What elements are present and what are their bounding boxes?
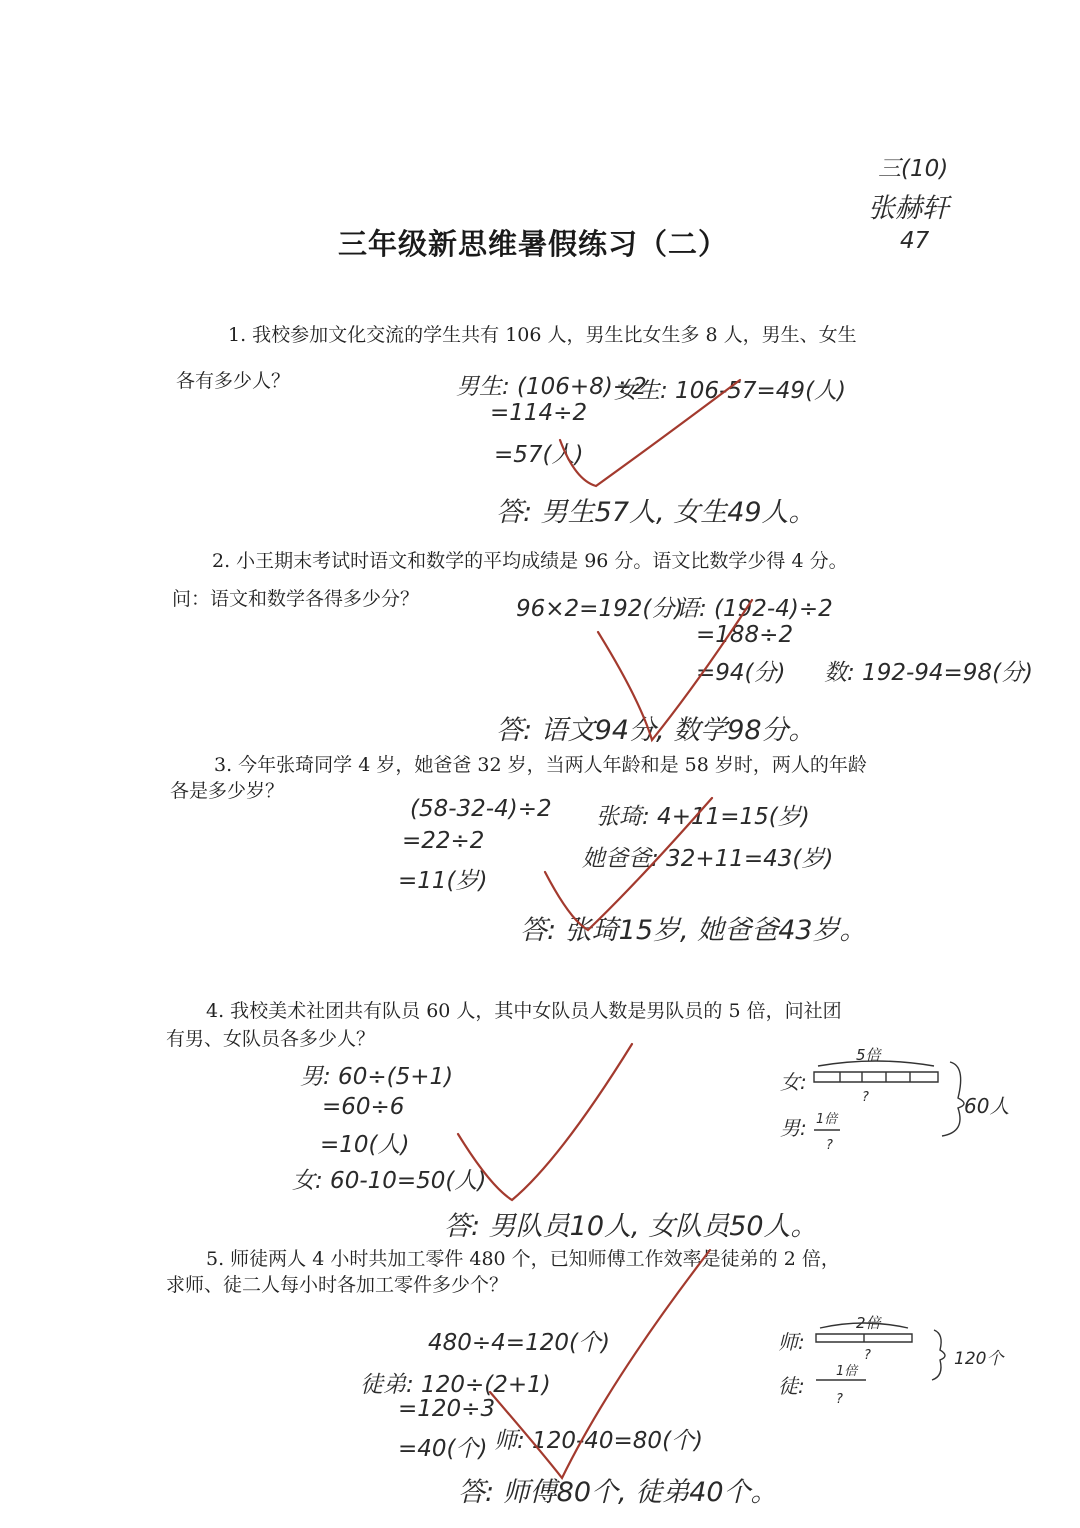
p4-diagram-row1: 女: bbox=[780, 1070, 807, 1094]
check-mark-1 bbox=[560, 380, 740, 486]
check-mark-3 bbox=[545, 798, 712, 930]
p4-diagram-row2: 男: bbox=[780, 1116, 807, 1140]
problem-4-question-line2: 有男、女队员各多少人？ bbox=[166, 1028, 376, 1050]
problem-1-work-2: =114÷2 bbox=[490, 400, 588, 426]
problem-3-question-line1: 3. 今年张琦同学 4 岁，她爸爸 32 岁，当两人年龄和是 58 岁时，两人的年龄 bbox=[214, 754, 867, 776]
check-mark-2 bbox=[598, 600, 752, 740]
problem-5-work-4: =40(个) bbox=[398, 1436, 488, 1462]
p5-diagram-row2-mark: 1倍 bbox=[836, 1364, 858, 1379]
problem-4-work-4: 女: 60-10=50(人) bbox=[292, 1168, 487, 1194]
problem-5-work-3: =120÷3 bbox=[398, 1396, 496, 1422]
check-mark-5 bbox=[490, 1250, 710, 1478]
problem-5-work-1: 480÷4=120(个) bbox=[428, 1330, 610, 1356]
score-note: 47 bbox=[900, 228, 930, 254]
p5-diagram-top-label: 2倍 bbox=[856, 1314, 881, 1332]
problem-2-work-4: =94(分) bbox=[696, 660, 786, 686]
problem-1-work-1: 男生: (106+8)÷2 bbox=[456, 374, 647, 400]
problem-1-answer: 答: 男生57人, 女生49人。 bbox=[496, 497, 816, 528]
p5-diagram-q2: ? bbox=[836, 1392, 843, 1407]
problem-2-question-line2: 问：语文和数学各得多少分？ bbox=[172, 588, 420, 610]
problem-4-work-1: 男: 60÷(5+1) bbox=[300, 1064, 454, 1090]
problem-1-work-3: =57(人) bbox=[494, 442, 584, 468]
problem-1-question-line1: 1. 我校参加文化交流的学生共有 106 人，男生比女生多 8 人，男生、女生 bbox=[228, 324, 857, 346]
class-note: 三(10) bbox=[878, 156, 949, 182]
student-name: 张赫轩 bbox=[868, 193, 949, 224]
problem-3-work-3: =11(岁) bbox=[398, 868, 488, 894]
p4-segment-diagram bbox=[814, 1061, 964, 1136]
problem-2-work-1: 96×2=192(分) bbox=[516, 596, 684, 622]
p4-diagram-row2-mark: 1倍 bbox=[816, 1112, 838, 1127]
problem-2-work-2: 语: (192-4)÷2 bbox=[676, 596, 833, 622]
p4-diagram-q2: ? bbox=[826, 1138, 833, 1153]
problem-5-answer: 答: 师傅80个, 徒弟40个。 bbox=[458, 1477, 778, 1508]
problem-3-work-4: 张琦: 4+11=15(岁) bbox=[596, 804, 810, 830]
p5-diagram-q1: ? bbox=[864, 1348, 871, 1363]
p5-diagram-row2: 徒: bbox=[778, 1374, 805, 1398]
p5-diagram-row1: 师: bbox=[778, 1330, 805, 1354]
problem-4-answer: 答: 男队员10人, 女队员50人。 bbox=[444, 1211, 818, 1242]
problem-5-work-2: 徒弟: 120÷(2+1) bbox=[360, 1372, 551, 1398]
p4-diagram-top-label: 5倍 bbox=[856, 1046, 881, 1064]
problem-3-answer: 答: 张琦15岁, 她爸爸43岁。 bbox=[520, 915, 867, 946]
problem-3-work-2: =22÷2 bbox=[402, 828, 485, 854]
problem-2-work-5: 数: 192-94=98(分) bbox=[824, 660, 1034, 686]
p5-diagram-total: 120个 bbox=[954, 1349, 1004, 1369]
problem-4-work-2: =60÷6 bbox=[322, 1094, 405, 1120]
p4-diagram-total: 60人 bbox=[964, 1094, 1010, 1118]
check-mark-4 bbox=[458, 1044, 632, 1200]
problem-1-work-4: 女生: 106-57=49(人) bbox=[614, 378, 847, 404]
problem-5-question-line1: 5. 师徒两人 4 小时共加工零件 480 个，已知师傅工作效率是徒弟的 2 倍， bbox=[206, 1248, 840, 1270]
problem-5-question-line2: 求师、徒二人每小时各加工零件多少个？ bbox=[166, 1274, 509, 1296]
p4-diagram-q1: ? bbox=[862, 1090, 869, 1105]
problem-3-work-1: (58-32-4)÷2 bbox=[410, 796, 552, 822]
problem-3-question-line2: 各是多少岁？ bbox=[170, 780, 285, 802]
problem-2-answer: 答: 语文94分, 数学98分。 bbox=[496, 715, 816, 746]
p5-segment-diagram bbox=[816, 1323, 945, 1380]
problem-4-work-3: =10(人) bbox=[320, 1132, 410, 1158]
problem-3-work-5: 她爸爸: 32+11=43(岁) bbox=[582, 846, 834, 872]
problem-2-question-line1: 2. 小王期末考试时语文和数学的平均成绩是 96 分。语文比数学少得 4 分。 bbox=[212, 550, 848, 572]
problem-1-question-line2: 各有多少人？ bbox=[176, 370, 291, 392]
page-title: 三年级新思维暑假练习（二） bbox=[338, 227, 729, 261]
problem-2-work-3: =188÷2 bbox=[696, 622, 794, 648]
problem-5-work-5: 师: 120-40=80(个) bbox=[494, 1428, 704, 1454]
problem-4-question-line1: 4. 我校美术社团共有队员 60 人，其中女队员人数是男队员的 5 倍，问社团 bbox=[206, 1000, 842, 1022]
